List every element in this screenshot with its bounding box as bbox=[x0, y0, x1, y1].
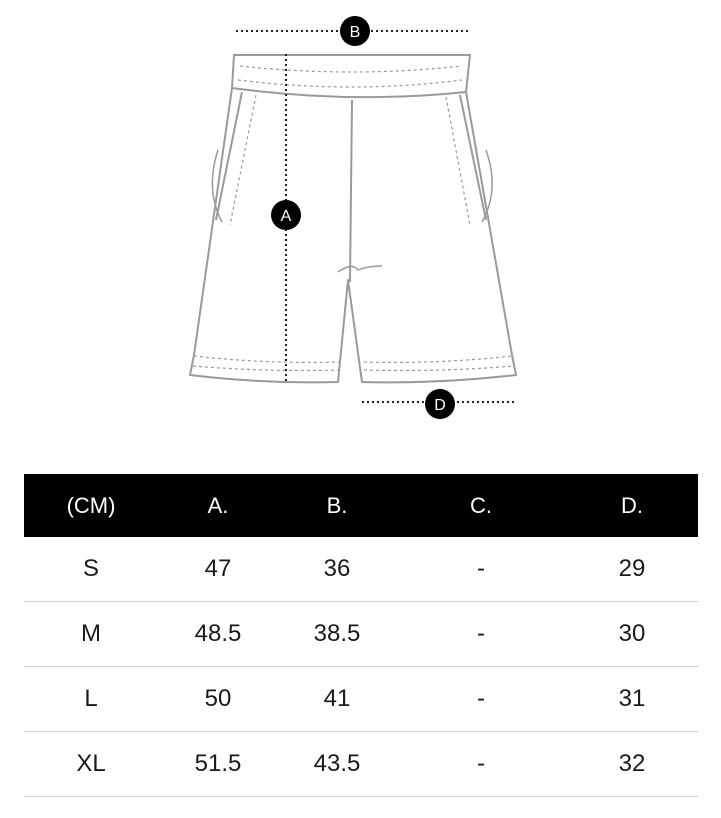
table-header-row bbox=[24, 474, 698, 537]
measure-c-cell: - bbox=[396, 667, 566, 732]
header-b: B. bbox=[278, 474, 396, 537]
marker-a bbox=[271, 200, 301, 230]
size-cell: XL bbox=[24, 732, 158, 797]
size-cell: M bbox=[24, 602, 158, 667]
measure-c-cell: - bbox=[396, 602, 566, 667]
svg-text:D: D bbox=[434, 397, 446, 414]
header-c: C. bbox=[396, 474, 566, 537]
measure-b-cell: 38.5 bbox=[278, 602, 396, 667]
measure-b-cell: 43.5 bbox=[278, 732, 396, 797]
svg-text:B: B bbox=[349, 24, 361, 41]
measure-c-cell: - bbox=[396, 537, 566, 602]
marker-b bbox=[340, 16, 370, 46]
measure-d-cell: 30 bbox=[566, 602, 698, 667]
svg-text:A: A bbox=[280, 208, 292, 225]
table-row bbox=[24, 667, 698, 732]
measure-b-cell: 36 bbox=[278, 537, 396, 602]
center-seam bbox=[350, 100, 352, 282]
measure-a-cell: 50 bbox=[158, 667, 278, 732]
header-a: A. bbox=[158, 474, 278, 537]
measure-c-cell: - bbox=[396, 732, 566, 797]
header-d: D. bbox=[566, 474, 698, 537]
header-unit: (CM) bbox=[24, 474, 158, 537]
waistband bbox=[232, 55, 470, 97]
table-row bbox=[24, 602, 698, 667]
measure-a-cell: 47 bbox=[158, 537, 278, 602]
table-row bbox=[24, 537, 698, 602]
marker-d bbox=[425, 389, 455, 419]
measure-b-cell: 41 bbox=[278, 667, 396, 732]
measure-d-cell: 32 bbox=[566, 732, 698, 797]
measure-a-cell: 48.5 bbox=[158, 602, 278, 667]
table-row bbox=[24, 732, 698, 797]
size-cell: S bbox=[24, 537, 158, 602]
measure-d-cell: 31 bbox=[566, 667, 698, 732]
size-chart-table bbox=[24, 474, 698, 797]
measure-d-cell: 29 bbox=[566, 537, 698, 602]
size-cell: L bbox=[24, 667, 158, 732]
measure-a-cell: 51.5 bbox=[158, 732, 278, 797]
